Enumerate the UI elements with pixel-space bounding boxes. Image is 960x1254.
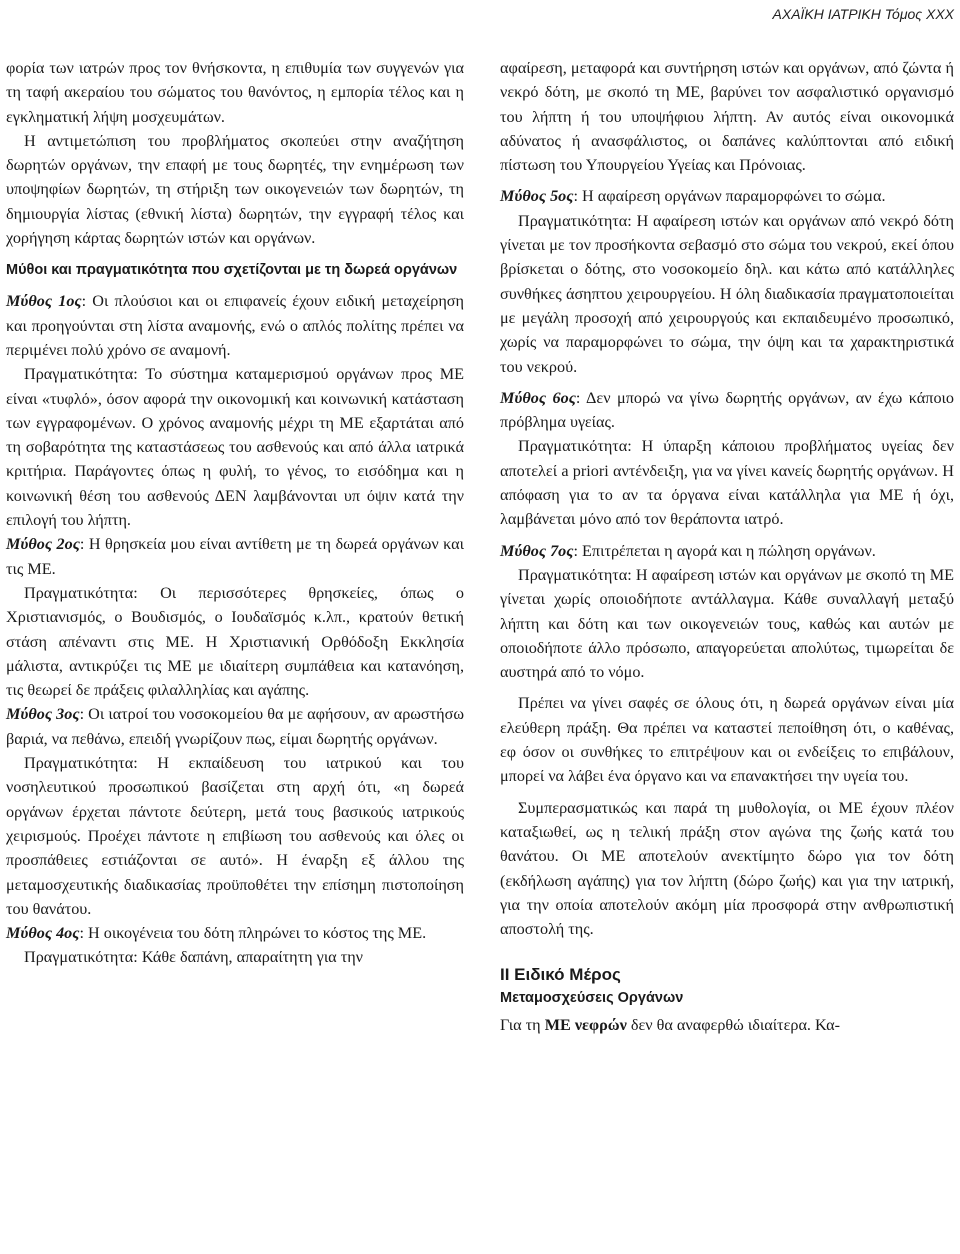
right-column xyxy=(500,56,954,1038)
myth-label: Μύθος 4ος xyxy=(6,924,80,943)
myth-label: Μύθος 6ος xyxy=(500,388,576,407)
reality-6: Πραγματικότητα: Η ύπαρξη κάποιου προβλήματος υγείας δεν αποτελεί a priori αντένδειξη, για να γίνει κανείς δωρητής οργάνων. Η απόφαση για το αν τα όργανα είναι κατάλληλα για ΜΕ ή όχι, λαμβάνεται μόνο από τον θεράποντα ιατρό. xyxy=(500,437,954,529)
reality-4-continued: αφαίρεση, μεταφορά και συντήρηση ιστών και οργάνων, από ζώντα ή νεκρό δότη, με σκοπό τη ΜΕ, βαρύνει τον ασφαλιστικό οργανισμό του λήπτη ή του υποψήφιου λήπτη. Αν αυτός είναι οικονομικά αδύνατος ή ανασφάλιστος, οι δαπάνες καλύπτονται από ειδική πίστωση του Υπουργείου Υγείας και Πρόνοιας. xyxy=(500,59,954,175)
myth-text: : Οι πλούσιοι και οι επιφανείς έχουν ειδική μεταχείρηση και προηγούνται στη λίστα αναμονής, ενώ ο απλός πολίτης πρέπει να περιμένει πολύ χρόνο σε αναμονή. xyxy=(6,292,464,359)
reality-3: Πραγματικότητα: Η εκπαίδευση του ιατρικού και του νοσηλευτικού προσωπικού βασίζεται στη αρχή ότι, «η δωρεά οργάνων έρχεται πάντοτε δεύτερη, μετά τους βασικούς ιατρικούς χειρισμούς. Προέχει πάντοτε η επιβίωση του ασθενούς και όλες οι προσπάθειες εστιάζονται σε αυτό». Η έναρξη εξ άλλου της μεταμοσχευτικής διαδικασίας προϋποθέτει την επίσημη πιστοποίηση του θανάτου. xyxy=(6,754,464,918)
myth-label: Μύθος 3ος xyxy=(6,705,80,724)
myth-label: Μύθος 5ος xyxy=(500,187,574,206)
myth-1 xyxy=(6,289,464,362)
myth-3 xyxy=(6,702,464,751)
section-heading: ΙΙ Ειδικό Μέρος xyxy=(500,965,621,985)
myth-text: : Η οικογένεια του δότη πληρώνει το κόστος της ΜΕ. xyxy=(79,924,427,943)
text-run: δεν θα αναφερθώ ιδιαίτερα. Κα- xyxy=(626,1016,840,1035)
myth-6 xyxy=(500,386,954,435)
section-title: Μύθοι και πραγματικότητα που σχετίζονται με τη δωρεά οργάνων xyxy=(6,262,458,279)
myth-label: Μύθος 1ος xyxy=(6,292,82,311)
myth-text: : Δεν μπορώ να γίνω δωρητής οργάνων, αν έχω κάποιο πρόβλημα υγείας. xyxy=(500,388,955,432)
myth-5 xyxy=(500,184,954,208)
myth-text: : Οι ιατροί του νοσοκομείου θα με αφήσουν, αν αρωστήσω βαριά, να πεθάνω, επειδή γνωρίζουν πως, είμαι δωρητής οργάνων. xyxy=(6,705,465,748)
reality-1: Πραγματικότητα: Το σύστημα καταμερισμού οργάνων προς ΜΕ είναι «τυφλό», όσον αφορά την οικονομική και κοινωνική κατάσταση των εγγραφομένων. Ο χρόνος αναμονής μέχρι τη ΜΕ εξαρτάται από τη σοβαρότητα της καταστάσεως του ασθενούς και από άλλα ιατρικά κριτήρια. Παράγοντες όπως η φυλή, το γένος, το εισόδημα και η κοινωνική θέση του ασθενούς ΔΕΝ λαμβάνονται υπ όψιν κατά την επιλογή του λήπτη. xyxy=(6,365,464,530)
reality-4-start: Πραγματικότητα: Κάθε δαπάνη, απαραίτητη για την xyxy=(24,948,363,967)
reality-5: Πραγματικότητα: Η αφαίρεση ιστών και οργάνων από νεκρό δότη γίνεται με τον προσήκοντα σεβασμό στο σώμα του νεκρού, εκεί όπου βρίσκεται ο δότης, στο νοσοκομείο δηλ. και κάτω από κατάλληλες συνθήκες άσηπτου χειρουργείου. Η όλη διαδικασία πραγματοποιείται με μεγάλη προσοχή από χειρουργούς και εκπαιδευμένο προσωπικό, χωρίς να παραμορφώνει το σώμα, την όψη και τα χαρακτηριστικά του νεκρού. xyxy=(500,211,954,376)
running-head: ΑΧΑΪΚΗ ΙΑΤΡΙΚΗ Τόμος ΧΧΧ xyxy=(772,6,954,22)
reality-7: Πραγματικότητα: Η αφαίρεση ιστών και οργάνων με σκοπό τη ΜΕ γίνεται χωρίς οποιοδήποτε αντάλλαγμα. Κάθε συναλλαγή μεταξύ λήπτη και δότη και των οικογενειών τους, καθώς και αυτών με οποιοδήποτε άλλο πρόσωπο, απαγορεύεται απολύτως, τιμωρείται δε αυστηρά από το νόμο. xyxy=(500,565,954,682)
paragraph xyxy=(500,1013,954,1037)
myth-2 xyxy=(6,532,464,581)
left-column xyxy=(6,56,464,970)
bold-term: ΜΕ νεφρών xyxy=(544,1016,627,1035)
paragraph: Πρέπει να γίνει σαφές σε όλους ότι, η δωρεά οργάνων είναι μία ελεύθερη πράξη. Θα πρέπει να καταστεί πεποίθηση ότι, ο καθένας, εφ όσον οι συνθήκες το επιτρέψουν και οι ενδείξεις το επιβάλουν, μπορεί να λάβει ένα όργανο και να επανακτήσει την υγεία του. xyxy=(500,694,954,786)
myth-7 xyxy=(500,539,954,563)
myth-label: Μύθος 2ος xyxy=(6,535,80,554)
myth-text: : Η αφαίρεση οργάνων παραμορφώνει το σώμα. xyxy=(573,187,886,206)
subsection-heading: Μεταμοσχεύσεις Οργάνων xyxy=(500,990,684,1007)
myth-text: : Η θρησκεία μου είναι αντίθετη με τη δωρεά οργάνων και τις ΜΕ. xyxy=(6,535,464,578)
myth-4 xyxy=(6,921,464,945)
paragraph: Η αντιμετώπιση του προβλήματος σκοπεύει στην αναζήτηση δωρητών οργάνων, την επαφή με τους δωρητές, την ενημέρωση των υποψηφίων δωρητών, τη στήριξη των οικογενειών των δωρητών, τη δημιουργία λίστας (εθνική λίστα) δωρητών, την εγγραφή τέλος και χορήγηση κάρτας δωρητών ιστών και οργάνων. xyxy=(6,131,464,248)
reality-2: Πραγματικότητα: Οι περισσότερες θρησκείες, όπως ο Χριστιανισμός, ο Βουδισμός, ο Ιουδαϊσμός κ.λπ., κρατούν θετική στάση απέναντι στις ΜΕ. Η Χριστιανική Ορθόδοξη Εκκλησία μάλιστα, αντικρύζει τις ΜΕ με ιδιαίτερη συμπάθεια και κατανόηση, τις θεωρεί δε πράξεις φιλαλληλίας και αγάπης. xyxy=(6,583,464,700)
paragraph: φορία των ιατρών προς τον θνήσκοντα, η επιθυμία των συγγενών για τη ταφή ακεραίου του σώματος του θανόντος, η εμπορία τέλος και η εγκληματική λήψη μοσχευμάτων. xyxy=(6,59,464,126)
myth-text: : Επιτρέπεται η αγορά και η πώληση οργάνων. xyxy=(573,541,876,560)
paragraph: Συμπερασματικώς και παρά τη μυθολογία, οι ΜΕ έχουν πλέον καταξιωθεί, ως η τελική πράξη στον αγώνα της ζωής κατά του θανάτου. Οι ΜΕ αποτελούν ανεκτίμητο δώρο για τον δότη (εκδήλωση αγάπης) για τον λήπτη (δώρο ζωής) και για την ιατρική, για την οποία αποτελούν ακόμη μία προσφορά στην ανθρωπιστική αποστολή της. xyxy=(500,798,954,939)
text-run: Για τη xyxy=(500,1016,545,1035)
myth-label: Μύθος 7ος xyxy=(500,541,574,560)
